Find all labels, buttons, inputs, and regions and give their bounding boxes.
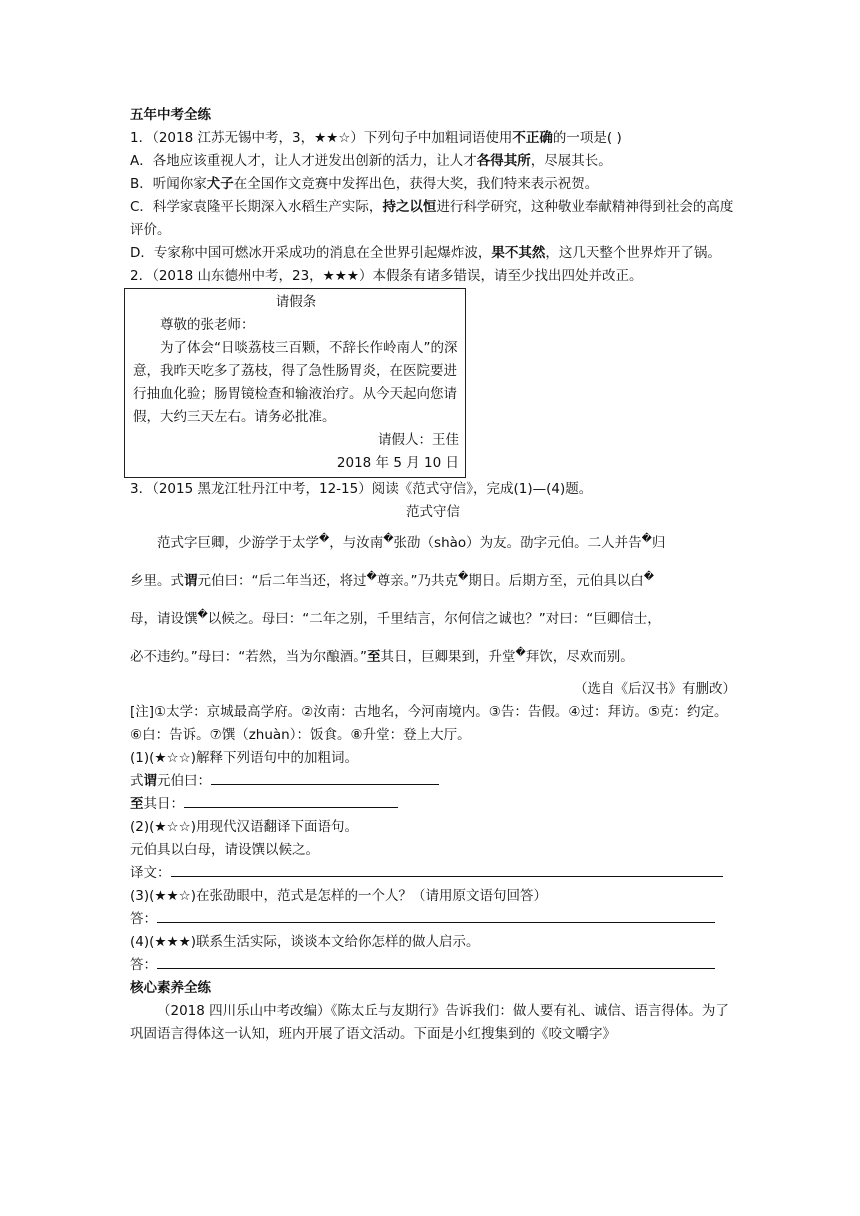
passage-title: 范式守信 [406,504,460,520]
section-title-core: 核心素养全练 [130,980,211,996]
q2-stem: 2．（2018 山东德州中考，23，★★★）本假条有诸多错误，请至少找出四处并改正。 [130,268,643,284]
footnote-marker-8: � [515,647,526,659]
passage-text: 尊亲。”乃共克 [376,573,459,589]
option-c-text: C．科学家袁隆平长期深入水稻生产实际， [130,199,383,215]
document-page [130,104,736,1046]
leave-note-date: 2018 年 5 月 10 日 [336,455,459,471]
passage-text: 其日，巨卿果到，升堂 [380,649,516,665]
q3-sub2: (2)(★☆☆)用现代汉语翻译下面语句。 [130,819,358,835]
q3-sub4-answer [130,954,736,977]
option-a-text: A．各地应该重视人才，让人才迸发出创新的活力，让人才 [130,153,477,169]
passage-text: 必不违约。”母曰：“若然，当为尔酿酒。” [130,649,367,665]
q3-sub4: (4)(★★★)联系生活实际，谈谈本文给你怎样的做人启示。 [130,934,480,950]
answer-blank-2[interactable] [184,793,398,808]
passage-text: 范式字巨卿，少游学于太学 [157,535,319,551]
passage-text: ，与汝南 [329,535,384,551]
q3-sub1-a [130,770,736,793]
answer-label-3: 答： [130,911,157,927]
q1-stem-tail: 的一项是( ) [552,130,622,146]
option-c-tail: 进行科学研究，这种敬业奉献精神得到社会的高度评价。 [130,199,734,238]
q3-sub2-sentence: 元伯具以白母，请设馔以候之。 [130,842,319,858]
sub1-b-bold: 至 [130,796,144,812]
passage-text: 元伯曰：“后二年当还，将过 [197,573,367,589]
answer-blank-1[interactable] [211,770,439,785]
sub1-a-text: 式 [130,773,144,789]
q1-option-b [130,173,736,196]
passage-text: 张劭（shào）为友。劭字元伯。二人并告 [393,535,642,551]
leave-note-salutation: 尊敬的张老师： [160,317,255,333]
core-intro: （2018 四川乐山中考改编）《陈太丘与友期行》告诉我们：做人要有礼、诚信、语言得体。为了巩固语言得体这一认知，班内开展了语文活动。下面是小红搜集到的《咬文嚼字》 [130,1003,729,1042]
answer-label-4: 答： [130,957,157,973]
footnote-marker-1: � [319,533,330,545]
footnote-marker-5: � [458,571,469,583]
translation-label: 译文： [130,865,171,881]
sub1-a-tail: 元伯曰： [157,773,211,789]
q1-option-c [130,196,736,242]
q1-stem-text: 1．（2018 江苏无锡中考，3，★★☆）下列句子中加粗词语使用 [130,130,513,146]
answer-blank-3[interactable] [171,862,723,877]
option-b-bold: 犬子 [206,176,234,192]
passage-line-1 [130,524,736,562]
q3-sub3-answer [130,908,736,931]
passage [130,524,736,676]
q3-sub1-b [130,793,736,816]
passage-line-2 [130,562,736,600]
leave-note-signer: 请假人：王佳 [378,432,459,448]
option-c-bold: 持之以恒 [382,199,437,215]
option-d-text: D．专家称中国可燃冰开采成功的消息在全世界引起爆炸波， [130,245,492,261]
answer-blank-4[interactable] [157,908,715,923]
q3-sub2-answer [130,862,736,885]
leave-note-box [124,288,466,478]
option-a-tail: ，尽展其长。 [530,153,612,169]
q1-option-a [130,150,736,173]
leave-note-body: 为了体会“日啖荔枝三百颗，不辞长作岭南人”的深意，我昨天吃多了荔枝，得了急性肠胃炎，在医院要进行抽血化验；肠胃镜检查和输液治疗。从今天起向您请假，大约三天左右。请务必批准。 [133,340,458,425]
passage-text: 归 [651,535,666,551]
passage-text: 乡里。式 [130,573,184,589]
passage-notes: [注]①太学：京城最高学府。②汝南：古地名，今河南境内。③告：告假。④过：拜访。⑤克：约定。⑥白：告诉。⑦馔（zhuàn）：饭食。⑧升堂：登上大厅。 [130,704,728,743]
q1-option-d [130,242,736,265]
q3-sub1: (1)(★☆☆)解释下列语句中的加粗词。 [130,750,358,766]
section-title-five-year: 五年中考全练 [130,107,211,123]
passage-bold-wei: 谓 [184,573,198,589]
option-b-text: B．听闻你家 [130,176,207,192]
q3-stem: 3．（2015 黑龙江牡丹江中考，12-15）阅读《范式守信》，完成(1)—(4)题。 [130,481,593,497]
sub1-b-tail: 其日： [143,796,184,812]
option-b-tail: 在全国作文竞赛中发挥出色，获得大奖，我们特来表示祝贺。 [233,176,599,192]
option-d-bold: 果不其然 [491,245,546,261]
passage-source: （选自《后汉书》有删改） [574,681,736,697]
footnote-marker-2: � [383,533,394,545]
passage-text: 以候之。母曰：“二年之别，千里结言，尔何信之诚也？”对曰：“巨卿信士， [207,611,661,627]
answer-blank-5[interactable] [157,954,715,969]
q3-sub3: (3)(★★☆)在张劭眼中，范式是怎样的一个人？（请用原文语句回答） [130,888,547,904]
passage-bold-zhi: 至 [366,649,381,665]
footnote-marker-4: � [366,571,377,583]
footnote-marker-7: � [197,609,208,621]
leave-note-title: 请假条 [275,294,317,310]
passage-text: 拜饮，尽欢而别。 [525,649,634,665]
option-d-tail: ，这几天整个世界炸开了锅。 [545,245,721,261]
passage-line-4 [130,638,736,676]
sub1-a-bold: 谓 [143,773,157,789]
option-a-bold: 各得其所 [476,153,531,169]
passage-line-3 [130,600,736,638]
q1-stem-bold: 不正确 [512,130,553,146]
passage-text: 期日。后期方至，元伯具以白 [468,573,644,589]
footnote-marker-3: � [641,533,652,545]
q1-stem [130,127,736,150]
passage-text: 母，请设馔 [130,611,198,627]
footnote-marker-6: � [643,571,655,583]
